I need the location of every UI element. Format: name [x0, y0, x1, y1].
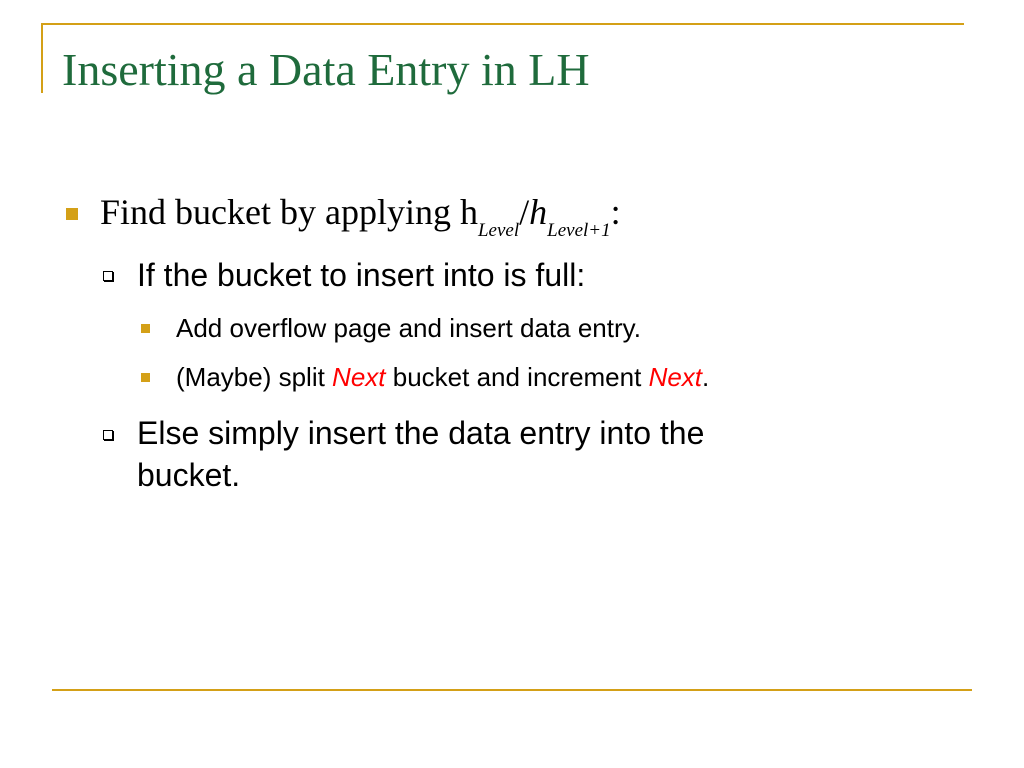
subscript-level-plus-one: Level+1	[547, 220, 611, 241]
highlight-next: Next	[648, 362, 703, 392]
bullet-maybe-split	[176, 361, 709, 393]
bullet-text-part: bucket and increment	[385, 362, 649, 392]
bullet-text: Add overflow page and insert data entry.	[176, 313, 641, 343]
hollow-square-bullet-icon	[103, 430, 113, 440]
subscript-level: Level	[477, 220, 520, 241]
bullet-text: Find bucket by applying h	[100, 192, 478, 232]
bullet-text-part: (Maybe) split	[176, 362, 333, 392]
colon: :	[610, 192, 621, 232]
frame-top-rule	[41, 23, 964, 25]
bullet-else-insert	[137, 412, 704, 496]
square-bullet-icon	[141, 373, 150, 382]
hollow-square-bullet-icon	[103, 271, 113, 281]
slash: /	[519, 192, 530, 232]
square-bullet-icon	[141, 324, 150, 333]
bullet-find-bucket	[100, 190, 621, 241]
bullet-text: If the bucket to insert into is full:	[137, 257, 586, 293]
footer-rule	[52, 689, 972, 691]
h-italic: h	[529, 192, 548, 232]
bullet-text-part: .	[702, 362, 710, 392]
frame-left-rule	[41, 23, 43, 93]
bullet-if-full	[137, 254, 585, 296]
highlight-next: Next	[332, 362, 386, 392]
bullet-text-line: bucket.	[137, 457, 241, 493]
slide-title: Inserting a Data Entry in LH	[62, 44, 590, 95]
bullet-add-overflow	[176, 312, 641, 344]
square-bullet-icon	[66, 208, 78, 220]
bullet-text-line: Else simply insert the data entry into the	[137, 415, 705, 451]
